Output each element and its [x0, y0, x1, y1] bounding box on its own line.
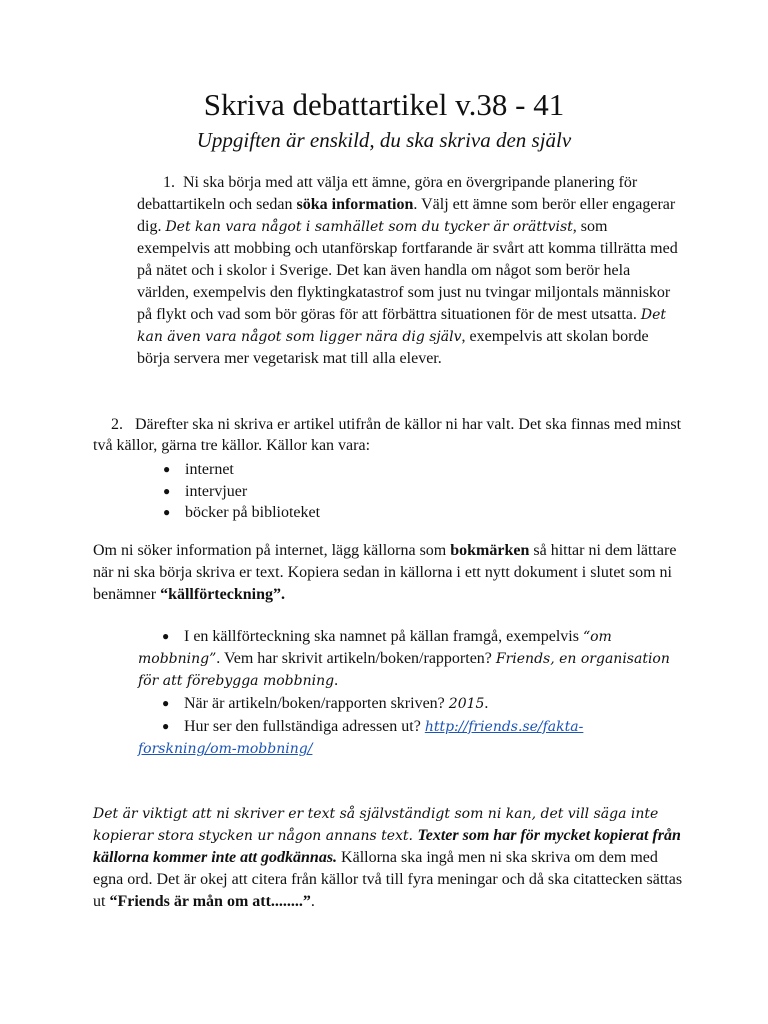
citation-date-question: När är artikeln/boken/rapporten skriven? — [184, 695, 449, 712]
bullet-icon: ● — [163, 505, 171, 519]
citation-date-example: 2015 — [448, 696, 485, 712]
bullet-icon: ● — [163, 462, 171, 476]
bookmark-bold: bokmärken — [450, 542, 530, 559]
document-title: Skriva debattartikel v.38 - 41 — [203, 87, 565, 122]
list-item — [138, 625, 678, 692]
paragraph-text-2: så hittar ni dem lättare när ni ska börja skriva er text. Kopiera sedan in källorna i ett nytt dokument i slutet som ni benämner — [93, 542, 677, 603]
item-1-italic-2: Det kan även vara något som ligger nära dig själv — [137, 307, 666, 345]
quote-example: “Friends är mån om att........” — [109, 893, 311, 910]
instruction-item-1 — [137, 172, 682, 370]
citation-end: . — [334, 672, 339, 689]
paragraph-end: . — [310, 893, 315, 910]
citation-guidelines — [138, 625, 678, 760]
item-1-italic: Det kan vara något i samhället som du tycker är orättvist — [165, 219, 573, 235]
reference-list-bold: “källförteckning”. — [160, 586, 285, 603]
citation-url-question: Hur ser den fullständiga adressen ut? — [184, 718, 425, 735]
citation-text: I en källförteckning ska namnet på källan framgå, exempelvis — [184, 628, 583, 645]
item-2-text: Därefter ska ni skriva er artikel utifrån de källor ni har valt. Det ska finnas med minst två källor, gärna tre källor. Källor kan vara: — [93, 416, 682, 454]
plagiarism-italic: Det är viktigt att ni skriver er text så självständigt som ni kan, det vill säga inte kopierar stora stycken ur någon annans text. — [93, 806, 659, 844]
list-item — [163, 502, 320, 524]
paragraph-text: Om ni söker information på internet, lägg källorna som — [93, 542, 451, 559]
source-label: intervjuer — [185, 482, 248, 500]
plagiarism-warning: Texter som har för mycket kopierat från källorna kommer inte att godkännas. — [93, 827, 681, 866]
bookmark-paragraph — [93, 540, 683, 606]
citation-example-2: Friends, en organisation för att förebygga mobbning — [138, 651, 670, 689]
list-item — [163, 459, 320, 481]
citation-url-link[interactable]: http://friends.se/fakta-forskning/om-mobbning/ — [138, 719, 584, 757]
bullet-icon: ● — [163, 483, 171, 498]
source-label: internet — [185, 461, 234, 478]
bullet-icon: ● — [162, 629, 170, 643]
bullet-icon: ● — [162, 696, 170, 710]
item-1-text: Ni ska börja med att välja ett ämne, göra en övergripande planering för debattartikeln och sedan — [137, 174, 638, 213]
document-subtitle: Uppgiften är enskild, du ska skriva den själv — [196, 128, 572, 152]
plagiarism-paragraph — [93, 803, 683, 913]
list-item — [163, 481, 320, 503]
item-1-text-4: , exempelvis att skolan borde börja servera mer vegetarisk mat till alla elever. — [137, 328, 649, 367]
source-list — [163, 459, 320, 524]
instruction-item-2 — [93, 414, 683, 456]
item-1-text-3: , som exempelvis att mobbing och utanförskap fortfarande är svårt att komma tillrätta med på nätet och i skolor i Sverige. Det kan även handla om något som berör hela världen, exempelvis den flyktingkatastrof som just nu tvingar miljontals människor på flykt och vad som bör göras för att förbättra situationen för de mest utsatta. — [137, 218, 678, 323]
list-item — [138, 715, 678, 760]
citation-date-end: . — [484, 695, 489, 712]
citation-text-2: . Vem har skrivit artikeln/boken/rapporten? — [216, 650, 496, 667]
item-1-text-2: . Välj ett ämne som berör eller engagerar dig. — [137, 196, 676, 235]
item-number-1: 1. — [163, 174, 175, 191]
citation-example: “om mobbning” — [138, 629, 612, 667]
paragraph-text: Källorna ska ingå men ni ska skriva om dem med egna ord. Det är okej att citera från källor två till fyra meningar och då ska citattecken sättas ut — [93, 849, 683, 910]
item-number-2: 2. — [111, 416, 123, 433]
item-1-bold: söka information — [296, 196, 414, 213]
list-item — [138, 692, 678, 715]
source-label: böcker på biblioteket — [185, 504, 321, 521]
bullet-icon: ● — [162, 719, 170, 733]
